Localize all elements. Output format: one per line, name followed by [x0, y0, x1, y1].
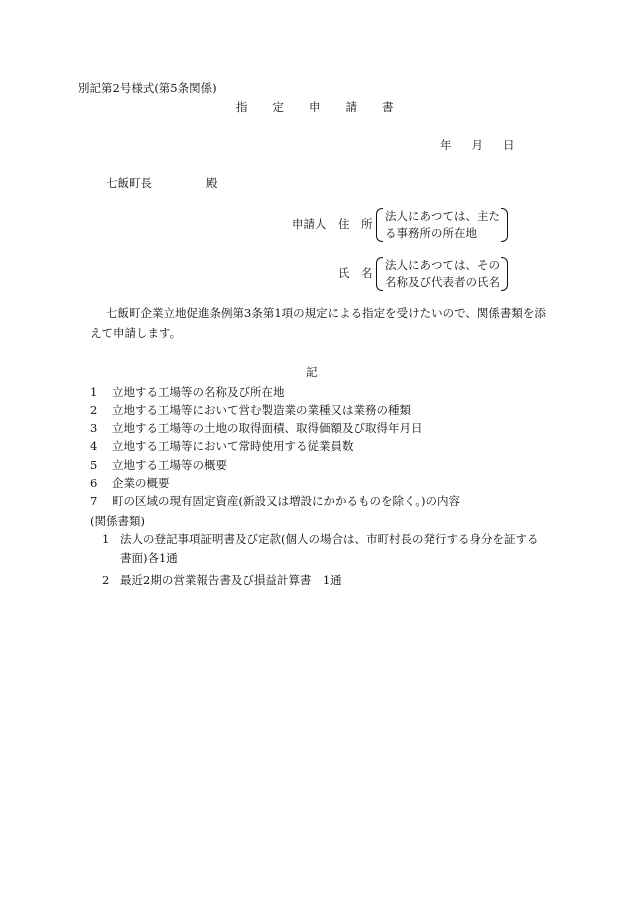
addressee [106, 175, 218, 191]
list-item: 1 立地する工場等の名称及び所在地 [90, 385, 285, 399]
address-note-line1: 法人にあつては、主た [385, 209, 500, 223]
body-text-line1: 七飯町企業立地促進条例第3条第1項の規定による指定を受けたいので、関係書類を添 [106, 306, 546, 320]
addressee-name: 七飯町長 [106, 176, 152, 190]
name-note-line1: 法人にあつては、その [385, 258, 500, 272]
body-text-line2: えて申請します。 [90, 326, 182, 340]
address-note-line2: る事務所の所在地 [385, 226, 477, 240]
list-item: 6 企業の概要 [90, 476, 170, 490]
list-item: 2 立地する工場等において営む製造業の業種又は業務の種類 [90, 403, 411, 417]
list-item: 3 立地する工場等の土地の取得面積、取得価額及び取得年月日 [90, 421, 423, 435]
address-note [376, 208, 508, 242]
related-doc: 1 法人の登記事項証明書及び定款(個人の場合は、市町村長の発行する身分を証する 書面)各1通 [102, 532, 539, 565]
date-year: 年 [440, 138, 452, 152]
applicant-label: 申請人 [292, 217, 327, 231]
related-doc: 2 最近2期の営業報告書及び損益計算書 1通 [102, 573, 342, 587]
form-label: 別記第2号様式(第5条関係) [78, 81, 217, 95]
ki-heading: 記 [306, 365, 318, 379]
addressee-suffix: 殿 [206, 176, 218, 190]
date-line [440, 137, 515, 153]
name-note-line2: 名称及び代表者の氏名 [385, 275, 500, 289]
list-item: 5 立地する工場等の概要 [90, 458, 227, 472]
list-item: 4 立地する工場等において常時使用する従業員数 [90, 439, 354, 453]
date-day: 日 [503, 138, 515, 152]
related-heading: (関係書類) [90, 514, 145, 528]
name-label: 氏 名 [338, 266, 373, 280]
address-label: 住 所 [338, 217, 373, 231]
date-month: 月 [471, 138, 483, 152]
page-title: 指定申請書 [236, 100, 419, 114]
name-note [376, 257, 508, 291]
list-item: 7 町の区域の現有固定資産(新設又は増設にかかるものを除く。)の内容 [90, 494, 460, 508]
